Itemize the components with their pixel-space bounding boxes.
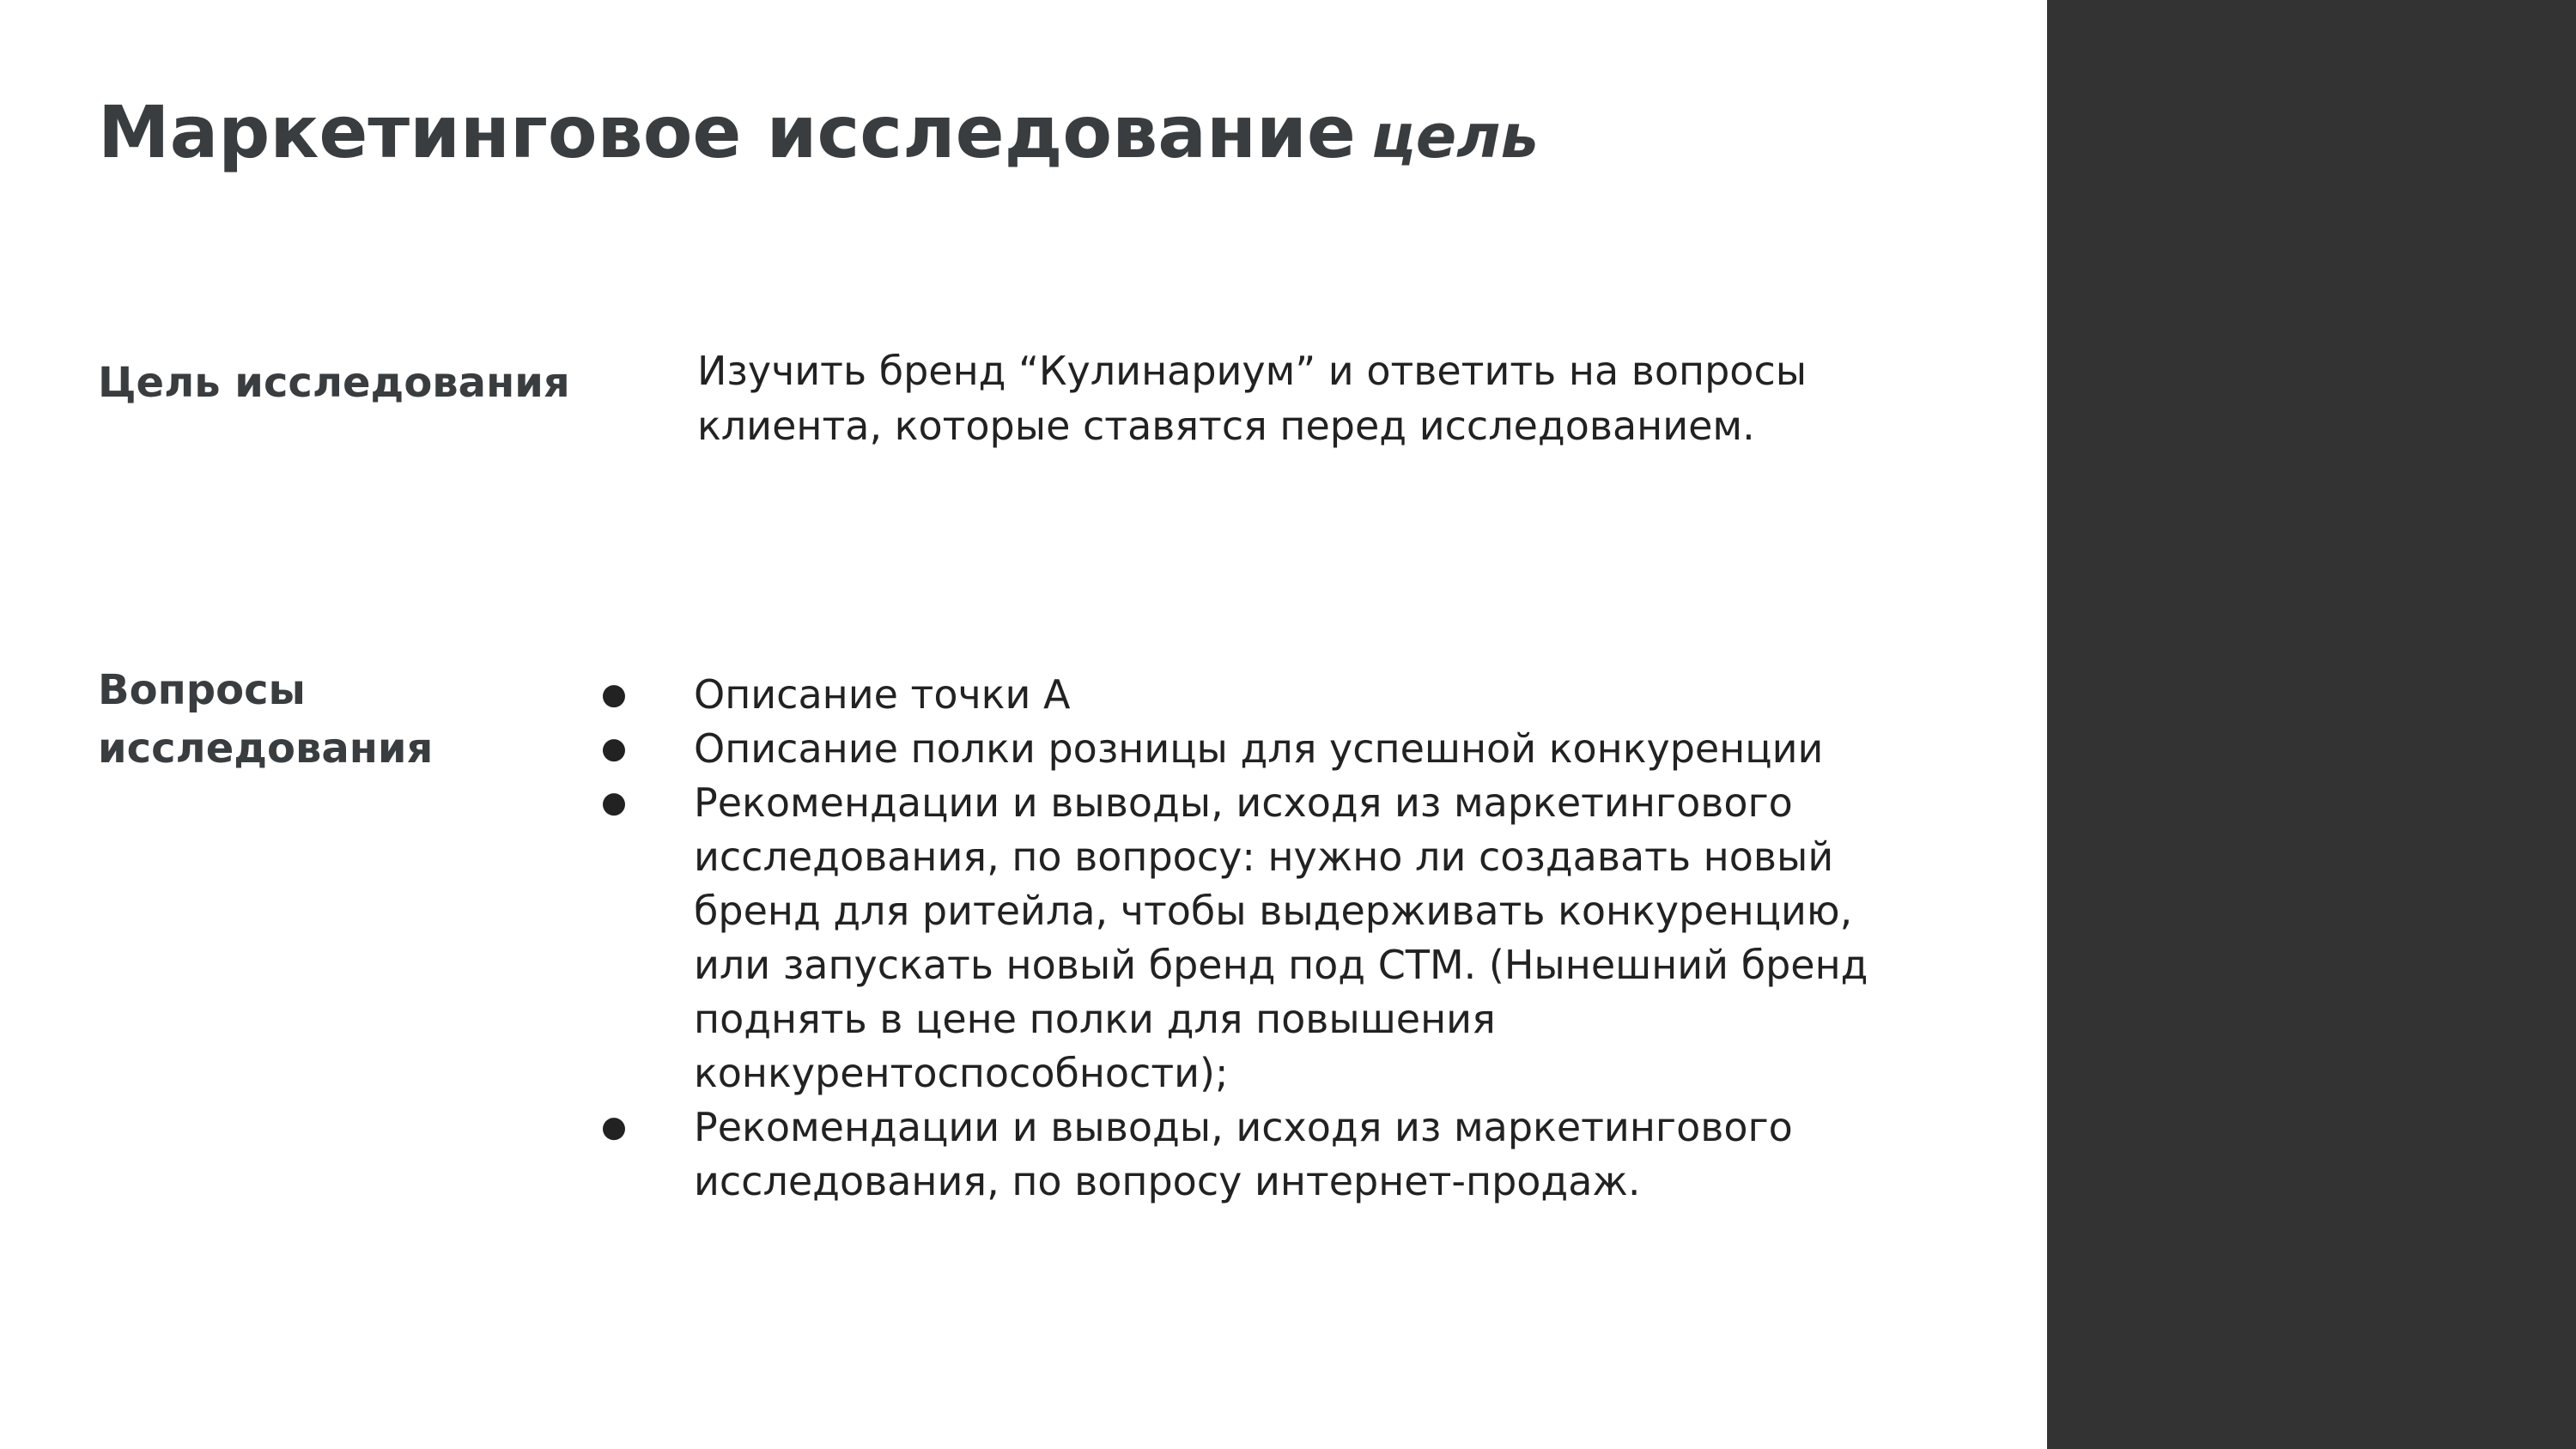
list-item-text: Рекомендации и выводы, исходя из маркетингового исследования, по вопросу интернет-продаж.	[694, 1104, 1793, 1204]
list-item	[601, 668, 1941, 722]
bullet-icon: ●	[601, 677, 627, 712]
questions-list	[601, 668, 1941, 1209]
bullet-icon: ●	[601, 785, 627, 820]
list-item-text: Описание полки розницы для успешной конкуренции	[694, 725, 1824, 772]
goal-label: Цель исследования	[98, 359, 570, 407]
goal-text: Изучить бренд “Кулинариум” и ответить на вопросы клиента, которые ставятся перед исследованием.	[697, 348, 1807, 449]
slide-title-main: Маркетинговое исследование	[98, 90, 1356, 174]
list-item-text: Рекомендации и выводы, исходя из маркетингового исследования, по вопросу: нужно ли создавать новый бренд для ритейла, чтобы выдерживать конкуренцию, или запускать новый бренд под СТМ. (Нынешний бренд поднять в цене полки для повышения конкурентоспособности);	[694, 779, 1868, 1096]
slide-title-accent: цель	[1370, 101, 1539, 172]
list-item	[601, 722, 1941, 776]
list-item	[601, 776, 1941, 1100]
slide-title	[98, 89, 1539, 176]
side-panel	[2047, 0, 2576, 1449]
list-item-text: Описание точки А	[694, 671, 1071, 718]
bullet-icon: ●	[601, 731, 627, 766]
bullet-icon: ●	[601, 1110, 627, 1144]
list-item	[601, 1100, 1941, 1209]
questions-label: Вопросы исследования	[98, 666, 434, 773]
